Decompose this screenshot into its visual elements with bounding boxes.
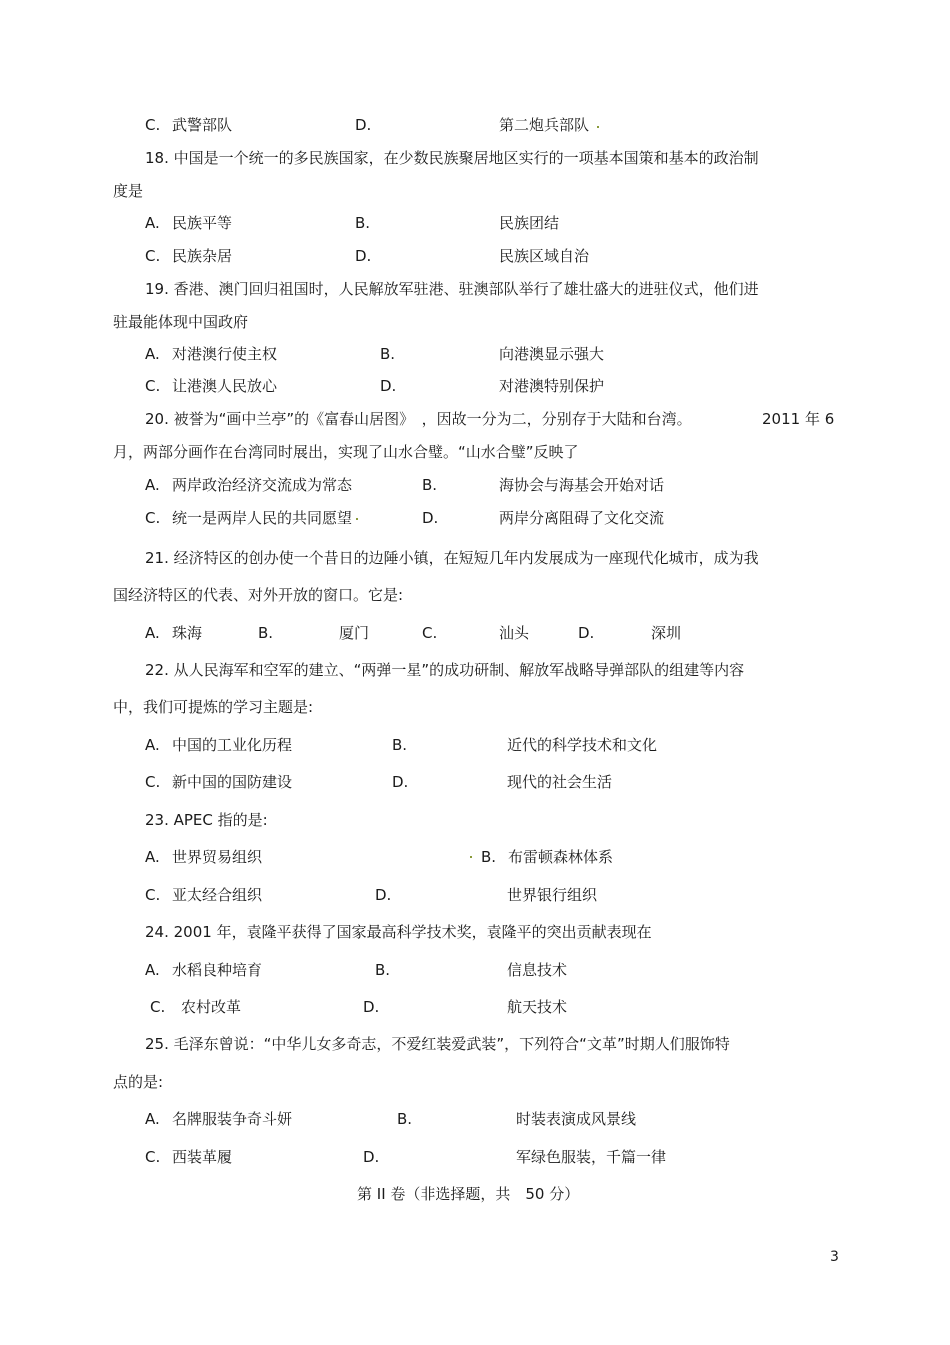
q24-option-a-label: A. <box>145 961 160 979</box>
q21-option-c-label: C. <box>422 624 438 642</box>
q17-option-c-label: C. <box>145 116 161 134</box>
q25-option-d-label: D. <box>363 1148 380 1166</box>
q22-option-c-label: C. <box>145 773 161 791</box>
q18-stem-line1: 18. 中国是一个统一的多民族国家，在少数民族聚居地区实行的一项基本国策和基本的政治制 <box>145 149 759 167</box>
q17-option-d-label: D. <box>355 116 372 134</box>
q25-option-a-label: A. <box>145 1110 160 1128</box>
q22-option-b-text: 近代的科学技术和文化 <box>507 736 658 754</box>
q22-stem-line2: 中，我们可提炼的学习主题是: <box>113 698 314 716</box>
q22-option-b-label: B. <box>392 736 408 754</box>
q21-option-b-text: 厦门 <box>339 624 370 642</box>
q21-option-d-label: D. <box>578 624 595 642</box>
q25-option-d-text: 军绿色服装，千篇一律 <box>516 1148 667 1166</box>
q25-option-c-text: 西装革履 <box>172 1148 233 1166</box>
q19-option-b-label: B. <box>380 345 396 363</box>
q24-option-c-text: 农村改革 <box>181 998 242 1016</box>
q24-option-b-text: 信息技术 <box>507 961 568 979</box>
q20-option-b-text: 海协会与海基会开始对话 <box>499 476 665 494</box>
q23-option-c-label: C. <box>145 886 161 904</box>
q22-option-d-text: 现代的社会生活 <box>507 773 613 791</box>
q25-option-c-label: C. <box>145 1148 161 1166</box>
q20-stem-line1: 20. 被誉为“画中兰亭”的《富春山居图》 ，因故一分为二，分别存于大陆和台湾。 <box>145 410 692 428</box>
q21-stem-line1: 21. 经济特区的创办使一个昔日的边陲小镇，在短短几年内发展成为一座现代化城市，成为我 <box>145 549 759 567</box>
q21-option-d-text: 深圳 <box>651 624 682 642</box>
q21-stem-line2: 国经济特区的代表、对外开放的窗口。它是: <box>113 586 404 604</box>
q23-option-a-text: 世界贸易组织 <box>172 848 263 866</box>
q18-option-d-text: 民族区域自治 <box>499 247 590 265</box>
q18-option-b-label: B. <box>355 214 371 232</box>
q23-option-d-label: D. <box>375 886 392 904</box>
q18-option-a-text: 民族平等 <box>172 214 233 232</box>
q20-option-a-label: A. <box>145 476 160 494</box>
q17-option-c-text: 武警部队 <box>172 116 233 134</box>
q22-option-a-label: A. <box>145 736 160 754</box>
q18-option-d-label: D. <box>355 247 372 265</box>
q25-stem-line2: 点的是: <box>113 1073 164 1091</box>
q20-stem-year: 2011 年 6 <box>762 410 835 428</box>
q19-option-a-label: A. <box>145 345 160 363</box>
q23-option-b-text: 布雷顿森林体系 <box>508 848 614 866</box>
q18-stem-line2: 度是 <box>113 182 144 200</box>
speck-mark <box>356 518 358 520</box>
q19-option-b-text: 向港澳显示强大 <box>499 345 605 363</box>
q21-option-a-text: 珠海 <box>172 624 203 642</box>
q24-option-b-label: B. <box>375 961 391 979</box>
q20-stem-line2: 月，两部分画作在台湾同时展出，实现了山水合璧。“山水合璧”反映了 <box>113 443 579 461</box>
q22-option-c-text: 新中国的国防建设 <box>172 773 293 791</box>
q22-option-a-text: 中国的工业化历程 <box>172 736 293 754</box>
q21-option-b-label: B. <box>258 624 274 642</box>
q25-option-a-text: 名牌服装争奇斗妍 <box>172 1110 293 1128</box>
q18-option-c-text: 民族杂居 <box>172 247 233 265</box>
q20-option-a-text: 两岸政治经济交流成为常态 <box>172 476 353 494</box>
q19-stem-line2: 驻最能体现中国政府 <box>113 313 249 331</box>
q18-option-c-label: C. <box>145 247 161 265</box>
q23-stem-line1: 23. APEC 指的是: <box>145 811 268 829</box>
q20-option-c-text: 统一是两岸人民的共同愿望 <box>172 509 353 527</box>
q23-option-a-label: A. <box>145 848 160 866</box>
q24-stem-line1: 24. 2001 年，袁隆平获得了国家最高科学技术奖，袁隆平的突出贡献表现在 <box>145 923 652 941</box>
q23-option-c-text: 亚太经合组织 <box>172 886 263 904</box>
q23-option-b-label: B. <box>481 848 497 866</box>
section-title: 第 II 卷（非选择题，共 50 分） <box>357 1185 580 1203</box>
q21-option-a-label: A. <box>145 624 160 642</box>
q24-option-d-text: 航天技术 <box>507 998 568 1016</box>
q19-stem-line1: 19. 香港、澳门回归祖国时，人民解放军驻港、驻澳部队举行了雄壮盛大的进驻仪式，他们进 <box>145 280 759 298</box>
q20-option-d-label: D. <box>422 509 439 527</box>
q19-option-c-text: 让港澳人民放心 <box>172 377 278 395</box>
q17-option-d-text: 第二炮兵部队 <box>499 116 590 134</box>
q25-option-b-label: B. <box>397 1110 413 1128</box>
q18-option-a-label: A. <box>145 214 160 232</box>
q25-stem-line1: 25. 毛泽东曾说：“中华儿女多奇志，不爱红装爱武装”，下列符合“文革”时期人们服饰特 <box>145 1035 730 1053</box>
q19-option-d-text: 对港澳特别保护 <box>499 377 605 395</box>
q20-option-c-label: C. <box>145 509 161 527</box>
q25-option-b-text: 时装表演成风景线 <box>516 1110 637 1128</box>
q19-option-c-label: C. <box>145 377 161 395</box>
q19-option-d-label: D. <box>380 377 397 395</box>
q18-option-b-text: 民族团结 <box>499 214 560 232</box>
page-number: 3 <box>830 1249 839 1265</box>
q21-option-c-text: 汕头 <box>499 624 530 642</box>
q24-option-a-text: 水稻良种培育 <box>172 961 263 979</box>
q20-option-d-text: 两岸分离阻碍了文化交流 <box>499 509 665 527</box>
q22-option-d-label: D. <box>392 773 409 791</box>
q23-option-d-text: 世界银行组织 <box>507 886 598 904</box>
q19-option-a-text: 对港澳行使主权 <box>172 345 278 363</box>
q22-stem-line1: 22. 从人民海军和空军的建立、“两弹一星”的成功研制、解放军战略导弹部队的组建等内容 <box>145 661 745 679</box>
q24-option-d-label: D. <box>363 998 380 1016</box>
q20-option-b-label: B. <box>422 476 438 494</box>
speck-mark <box>470 856 472 858</box>
q24-option-c-label: C. <box>150 998 166 1016</box>
speck-mark <box>597 126 599 128</box>
